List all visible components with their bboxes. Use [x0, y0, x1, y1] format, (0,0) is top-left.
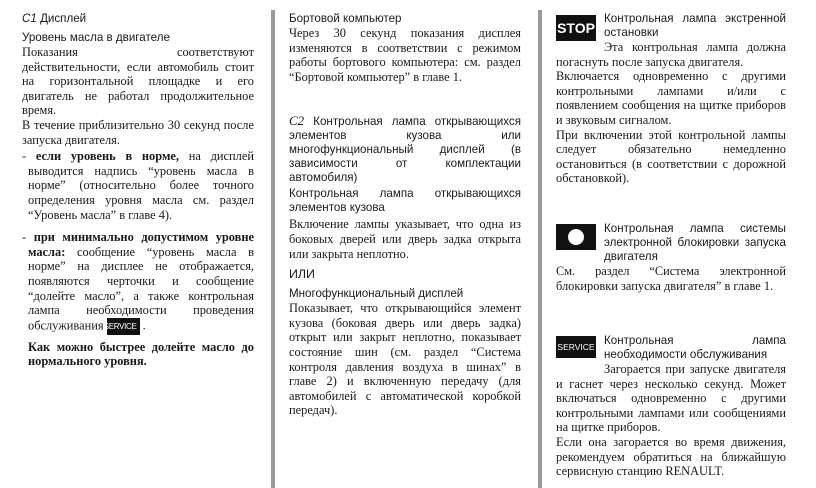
service-icon: SERVICE — [556, 336, 596, 358]
oil-level-heading: Уровень масла в двигателе — [22, 31, 170, 44]
immobilizer-text: См. раздел “Система электронной блокировки запуска двигателя” в главе 1. — [556, 264, 786, 293]
bullet1-text: на дисплей выводится надпись “уровень масла в норме” (относительно более точного определения уровня масла см. раздел “Уровень масла” в главе 4). — [28, 149, 254, 222]
bullet-level-normal: - если уровень в норме, на дисплей выводится надпись “уровень масла в норме” (относительно более точного определения уровня масла см. раздел “Уровень масла” в главе 4). — [22, 149, 254, 222]
service-text-2: Если она загорается во время движения, рекомендуем обратиться на ближайшую сервисную станцию RENAULT. — [556, 434, 786, 479]
oil-level-timing: В течение приблизительно 30 секунд после запуска двигателя. — [22, 117, 254, 147]
column-divider-left — [271, 10, 275, 488]
top-up-oil-notice: Как можно быстрее долейте масло до нормального уровня. — [28, 339, 254, 369]
multifunction-heading: Многофункциональный дисплей — [289, 287, 464, 301]
section-title-text: Дисплей — [40, 12, 87, 25]
column-display — [22, 12, 254, 369]
multifunction-text: Показывает, что открывающийся элемент кузова (боковая дверь или дверь задка) открыт или закрыт неплотно, показывает состояние шин (см. раздел “Система контроля давления воздуха в шинах” в главе 2) и включенную передачу (для автомобилей с автоматической коробкой передач). — [289, 301, 521, 418]
column-warning-lamps — [556, 12, 786, 488]
stop-lamp-text-1: Эта контрольная лампа должна погаснуть после запуска двигателя. — [556, 40, 786, 69]
column-computer — [289, 12, 521, 418]
service-lamp-block — [556, 334, 786, 479]
service-heading: Контрольная лампа необходимости обслуживания — [604, 334, 786, 361]
column-divider-right — [538, 10, 542, 488]
or-separator: ИЛИ — [289, 267, 315, 282]
c2-title — [289, 114, 521, 185]
section-code: C1 — [22, 12, 37, 25]
service-warning-icon: SERVICE — [107, 318, 140, 335]
immobilizer-heading: Контрольная лампа системы электронной блокировки запуска двигателя — [604, 222, 786, 263]
trip-computer-text: Через 30 секунд показания дисплея изменяются в соответствии с режимом работы бортового компьютера: см. раздел “Бортовой компьютер” в главе 1. — [289, 26, 521, 84]
stop-lamp-heading: Контрольная лампа экстренной остановки — [604, 12, 786, 39]
bullet2-text: сообщение “уровень масла в норме” на дисплее не отображается, появляются черточки и сообщение “долейте масло”, а также контрольная лампа необходимости проведения обслуживания — [28, 244, 254, 333]
doors-lamp-text: Включение лампы указывает, что одна из боковых дверей или дверь задка открыта или закрыта неплотно. — [289, 217, 521, 261]
c2-title-text: Контрольная лампа открывающихся элементов кузова или многофункциональный дисплей (в зависимости от комплектации автомобиля) — [289, 115, 521, 185]
oil-level-intro: Показания соответствуют действительности, если автомобиль стоит на горизонтальной площадке и его двигатель не работал продолжительное время. — [22, 45, 254, 118]
immobilizer-icon — [556, 224, 596, 250]
stop-lamp-block — [556, 12, 786, 186]
bullet2-lead: при минимально допустимом уровне масла: — [28, 230, 254, 259]
bullet-level-minimum: - при минимально допустимом уровне масла: сообщение “уровень масла в норме” на дисплее не отображается, появляются черточки и сообщение “долейте масло”, а также контрольная лампа необходимости проведения обслуживания SERVICE . — [28, 230, 254, 335]
stop-lamp-text-2: Включается одновременно с другими контрольными лампами и/или с появлением сообщения на щитке приборов и звуковым сигналом. — [556, 69, 786, 127]
stop-icon: STOP — [556, 15, 596, 41]
service-text-1: Загорается при запуске двигателя и гаснет через несколько секунд. Может включаться одновременно с другими контрольными лампами или сообщениями на щитке приборов. — [556, 362, 786, 435]
stop-lamp-text-3: При включении этой контрольной лампы следует обязательно немедленно остановиться (в соответствии с дорожной обстановкой). — [556, 127, 786, 186]
bullet1-lead: если уровень в норме, — [35, 149, 179, 164]
immobilizer-lamp-block — [556, 222, 786, 293]
trip-computer-heading: Бортовой компьютер — [289, 12, 402, 25]
c2-code: C2 — [289, 113, 305, 129]
immobilizer-dot — [568, 229, 584, 245]
doors-lamp-heading: Контрольная лампа открывающихся элементов кузова — [289, 187, 521, 215]
bullet2-end: . — [142, 318, 146, 333]
section-title — [22, 12, 254, 26]
